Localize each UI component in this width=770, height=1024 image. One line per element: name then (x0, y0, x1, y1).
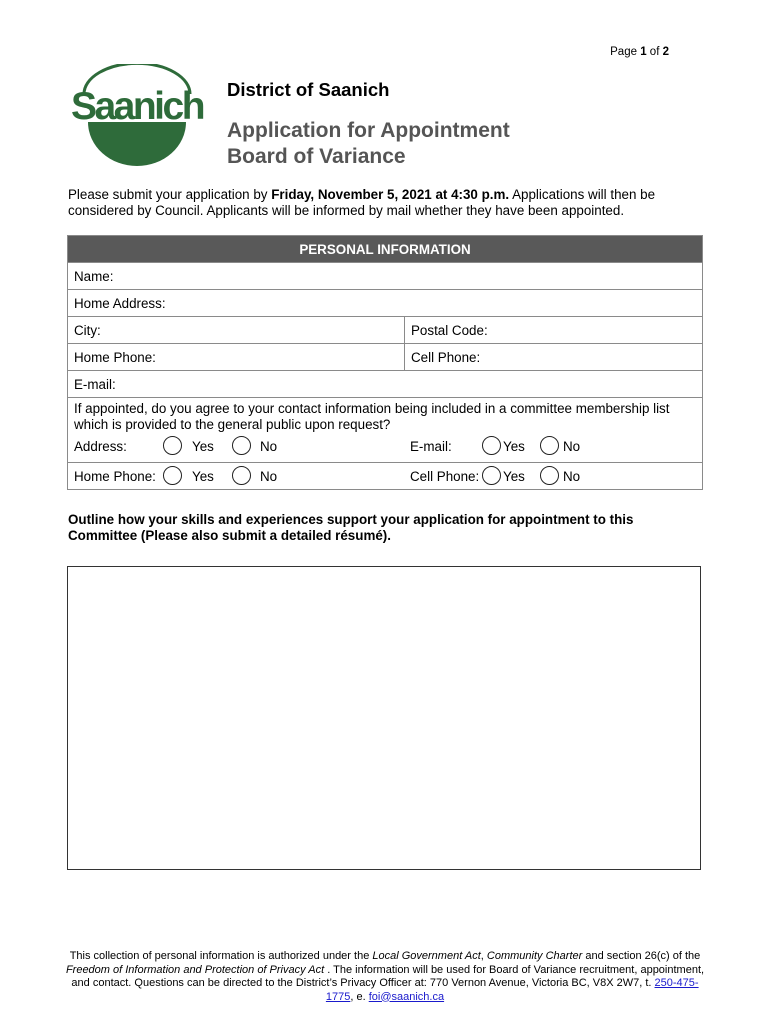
skills-textbox[interactable] (67, 566, 701, 870)
consent-cell-phone-label: Cell Phone: (410, 469, 480, 484)
city-field[interactable]: City: (68, 317, 405, 344)
page-current: 1 (640, 46, 647, 58)
skills-question: Outline how your skills and experiences support your application for appointment to this Committee (Please also submit a detailed résumé). (68, 512, 634, 543)
consent-phone-row (68, 463, 703, 490)
personal-info-heading: PERSONAL INFORMATION (68, 236, 703, 263)
district-name: District of Saanich (227, 79, 390, 100)
title-line-1: Application for Appointment (227, 119, 510, 142)
page-of: of (649, 46, 660, 58)
footer-phone-link[interactable]: 250-475-1775 (325, 977, 699, 1003)
address-no-radio[interactable] (232, 436, 251, 455)
consent-row-phones (74, 463, 696, 489)
address-yes-radio[interactable] (163, 436, 182, 455)
logo-half-circle (88, 122, 186, 166)
footer-email-link[interactable]: foi@saanich.ca (368, 990, 445, 1003)
consent-home-phone-label: Home Phone: (74, 469, 156, 484)
personal-information-table (67, 235, 703, 490)
cell-phone-no-label: No (563, 469, 581, 484)
page-total: 2 (662, 46, 669, 58)
footer-act-3: Freedom of Information and Protection of Privacy Act (65, 963, 325, 976)
postal-code-field[interactable]: Postal Code: (405, 317, 703, 344)
footer-act-2: Community Charter (486, 950, 583, 962)
consent-address-label: Address: (74, 439, 127, 454)
consent-email-label: E-mail: (410, 439, 452, 454)
title-line-2: Board of Variance (227, 145, 406, 168)
home-phone-no-label: No (260, 469, 278, 484)
application-title (227, 118, 510, 170)
home-address-field[interactable]: Home Address: (68, 290, 703, 317)
email-yes-radio[interactable] (482, 436, 501, 455)
intro-post: Applications will then be considered by Council. Applicants will be informed by mail whether they have been appointed. (68, 187, 656, 218)
address-yes-label: Yes (192, 439, 214, 454)
intro-pre: Please submit your application by (68, 187, 272, 202)
footer-text-5: , e. (350, 990, 369, 1003)
footer-text-1: This collection of personal information is authorized under the (69, 950, 373, 962)
consent-question (68, 398, 703, 463)
home-phone-yes-radio[interactable] (163, 466, 182, 485)
email-no-label: No (563, 439, 581, 454)
cell-phone-no-radio[interactable] (540, 466, 559, 485)
email-yes-label: Yes (503, 439, 525, 454)
address-no-label: No (260, 439, 278, 454)
email-no-radio[interactable] (540, 436, 559, 455)
home-phone-field[interactable]: Home Phone: (68, 344, 405, 371)
cell-phone-field[interactable]: Cell Phone: (405, 344, 703, 371)
home-phone-no-radio[interactable] (232, 466, 251, 485)
footer-text-4: . The information will be used for Board of Variance recruitment, appointment, and contact. Questions can be directed to the District’s Privacy Officer at: 770 Vernon Avenue, Victoria BC, V8X 2W7, t. (71, 963, 705, 989)
home-phone-yes-label: Yes (192, 469, 214, 484)
deadline: Friday, November 5, 2021 at 4:30 p.m. (271, 187, 510, 202)
footer-text-3: and section 26(c) of the (582, 950, 701, 962)
consent-question-text: If appointed, do you agree to your contact information being included in a committee membership list which is provided to the general public upon request? (74, 401, 670, 432)
footer-act-1: Local Government Act (372, 950, 481, 962)
cell-phone-yes-radio[interactable] (482, 466, 501, 485)
cell-phone-yes-label: Yes (503, 469, 525, 484)
saanich-logo (66, 64, 208, 166)
email-field[interactable]: E-mail: (68, 371, 703, 398)
page-number (610, 46, 669, 58)
logo-text: Saanich (70, 85, 204, 128)
footer-text-2: , (480, 950, 487, 962)
privacy-footer (60, 950, 710, 1004)
consent-row-address-email (74, 433, 696, 459)
name-field[interactable]: Name: (68, 263, 703, 290)
intro-text (68, 187, 708, 219)
page-label: Page (610, 46, 637, 58)
